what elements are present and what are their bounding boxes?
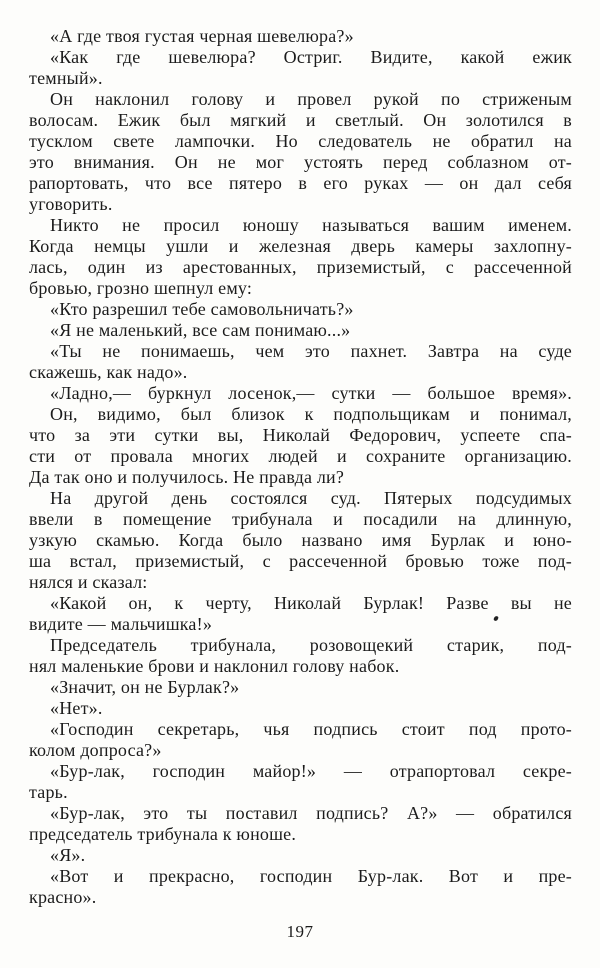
text-line: нял маленькие брови и наклонил голову набок. xyxy=(29,656,400,676)
text-line: скажешь, как надо». xyxy=(29,362,188,382)
text-line: нялся и сказал: xyxy=(29,572,148,592)
text-line: ввели в помещение трибунала и посадили на длинную, xyxy=(29,509,572,529)
text-line: «Я». xyxy=(50,845,86,865)
paragraph xyxy=(29,47,572,89)
text-line: «Как где шевелюра? Остриг. Видите, какой ежик xyxy=(50,47,572,67)
text-line: «Ладно,— буркнул лосенок,— сутки — большое время». xyxy=(50,383,572,403)
text-line: «Нет». xyxy=(50,698,103,718)
text-line: тарь. xyxy=(29,782,68,802)
paragraph xyxy=(29,320,572,341)
paragraph xyxy=(29,698,572,719)
paragraph xyxy=(29,215,572,299)
text-line: «Бур-лак, это ты поставил подпись? А?» — обратился xyxy=(50,803,572,823)
text-line: узкую скамью. Когда было названо имя Бурлак и юно- xyxy=(29,530,572,550)
text-line: сти от провала многих людей и сохраните организацию. xyxy=(29,446,572,466)
text-line: «Кто разрешил тебе самовольничать?» xyxy=(50,299,354,319)
paragraph xyxy=(29,677,572,698)
text-line: тусклом свете лампочки. Но следователь не обратил на xyxy=(29,131,572,151)
text-line: красно». xyxy=(29,887,97,907)
text-line: председатель трибунала к юноше. xyxy=(29,824,297,844)
paragraph xyxy=(29,299,572,320)
text-line: волосам. Ежик был мягкий и светлый. Он золотился в xyxy=(29,110,572,130)
text-line: темный». xyxy=(29,68,103,88)
text-line: Он наклонил голову и провел рукой по стриженым xyxy=(50,89,572,109)
text-line: что за эти сутки вы, Николай Федорович, успеете спа- xyxy=(29,425,572,445)
paragraph xyxy=(29,866,572,908)
paragraph xyxy=(29,635,572,677)
text-line: «А где твоя густая черная шевелюра?» xyxy=(50,26,354,46)
page-text xyxy=(29,26,572,908)
text-line: лась, один из арестованных, приземистый, с рассеченной xyxy=(29,257,572,277)
text-line: Председатель трибунала, розовощекий старик, под- xyxy=(50,635,572,655)
text-line: ша встал, приземистый, с рассеченной бровью тоже под- xyxy=(29,551,572,571)
paragraph xyxy=(29,26,572,47)
text-line: бровью, грозно шепнул ему: xyxy=(29,278,253,298)
text-line: Да так оно и получилось. Не правда ли? xyxy=(29,467,345,487)
text-line: «Ты не понимаешь, чем это пахнет. Завтра на суде xyxy=(50,341,572,361)
page-number: 197 xyxy=(286,922,314,941)
text-line: «Бур-лак, господин майор!» — отрапортовал секре- xyxy=(50,761,572,781)
paragraph xyxy=(29,761,572,803)
paragraph xyxy=(29,89,572,215)
text-line: Он, видимо, был близок к подпольщикам и понимал, xyxy=(50,404,572,424)
text-line: это внимания. Он не мог устоять перед соблазном от- xyxy=(29,152,572,172)
text-line: Когда немцы ушли и железная дверь камеры захлопну- xyxy=(29,236,572,256)
text-line: «Какой он, к черту, Николай Бурлак! Разве вы не xyxy=(50,593,572,613)
paragraph xyxy=(29,719,572,761)
text-line: Никто не просил юношу называться вашим именем. xyxy=(50,215,572,235)
text-line: «Значит, он не Бурлак?» xyxy=(50,677,240,697)
text-line: уговорить. xyxy=(29,194,113,214)
paragraph xyxy=(29,404,572,488)
paragraph xyxy=(29,383,572,404)
text-line: колом допроса?» xyxy=(29,740,162,760)
text-line: «Господин секретарь, чья подпись стоит под прото- xyxy=(50,719,572,739)
text-line: «Я не маленький, все сам понимаю...» xyxy=(50,320,351,340)
paragraph xyxy=(29,803,572,845)
paragraph xyxy=(29,593,572,635)
text-line: На другой день состоялся суд. Пятерых подсудимых xyxy=(50,488,572,508)
text-line: видите — мальчишка!» xyxy=(29,614,213,634)
paragraph xyxy=(29,488,572,593)
paragraph xyxy=(29,845,572,866)
text-line: «Вот и прекрасно, господин Бур-лак. Вот и пре- xyxy=(50,866,572,886)
text-line: рапортовать, что все пятеро в его руках — он дал себя xyxy=(29,173,572,193)
paragraph xyxy=(29,341,572,383)
